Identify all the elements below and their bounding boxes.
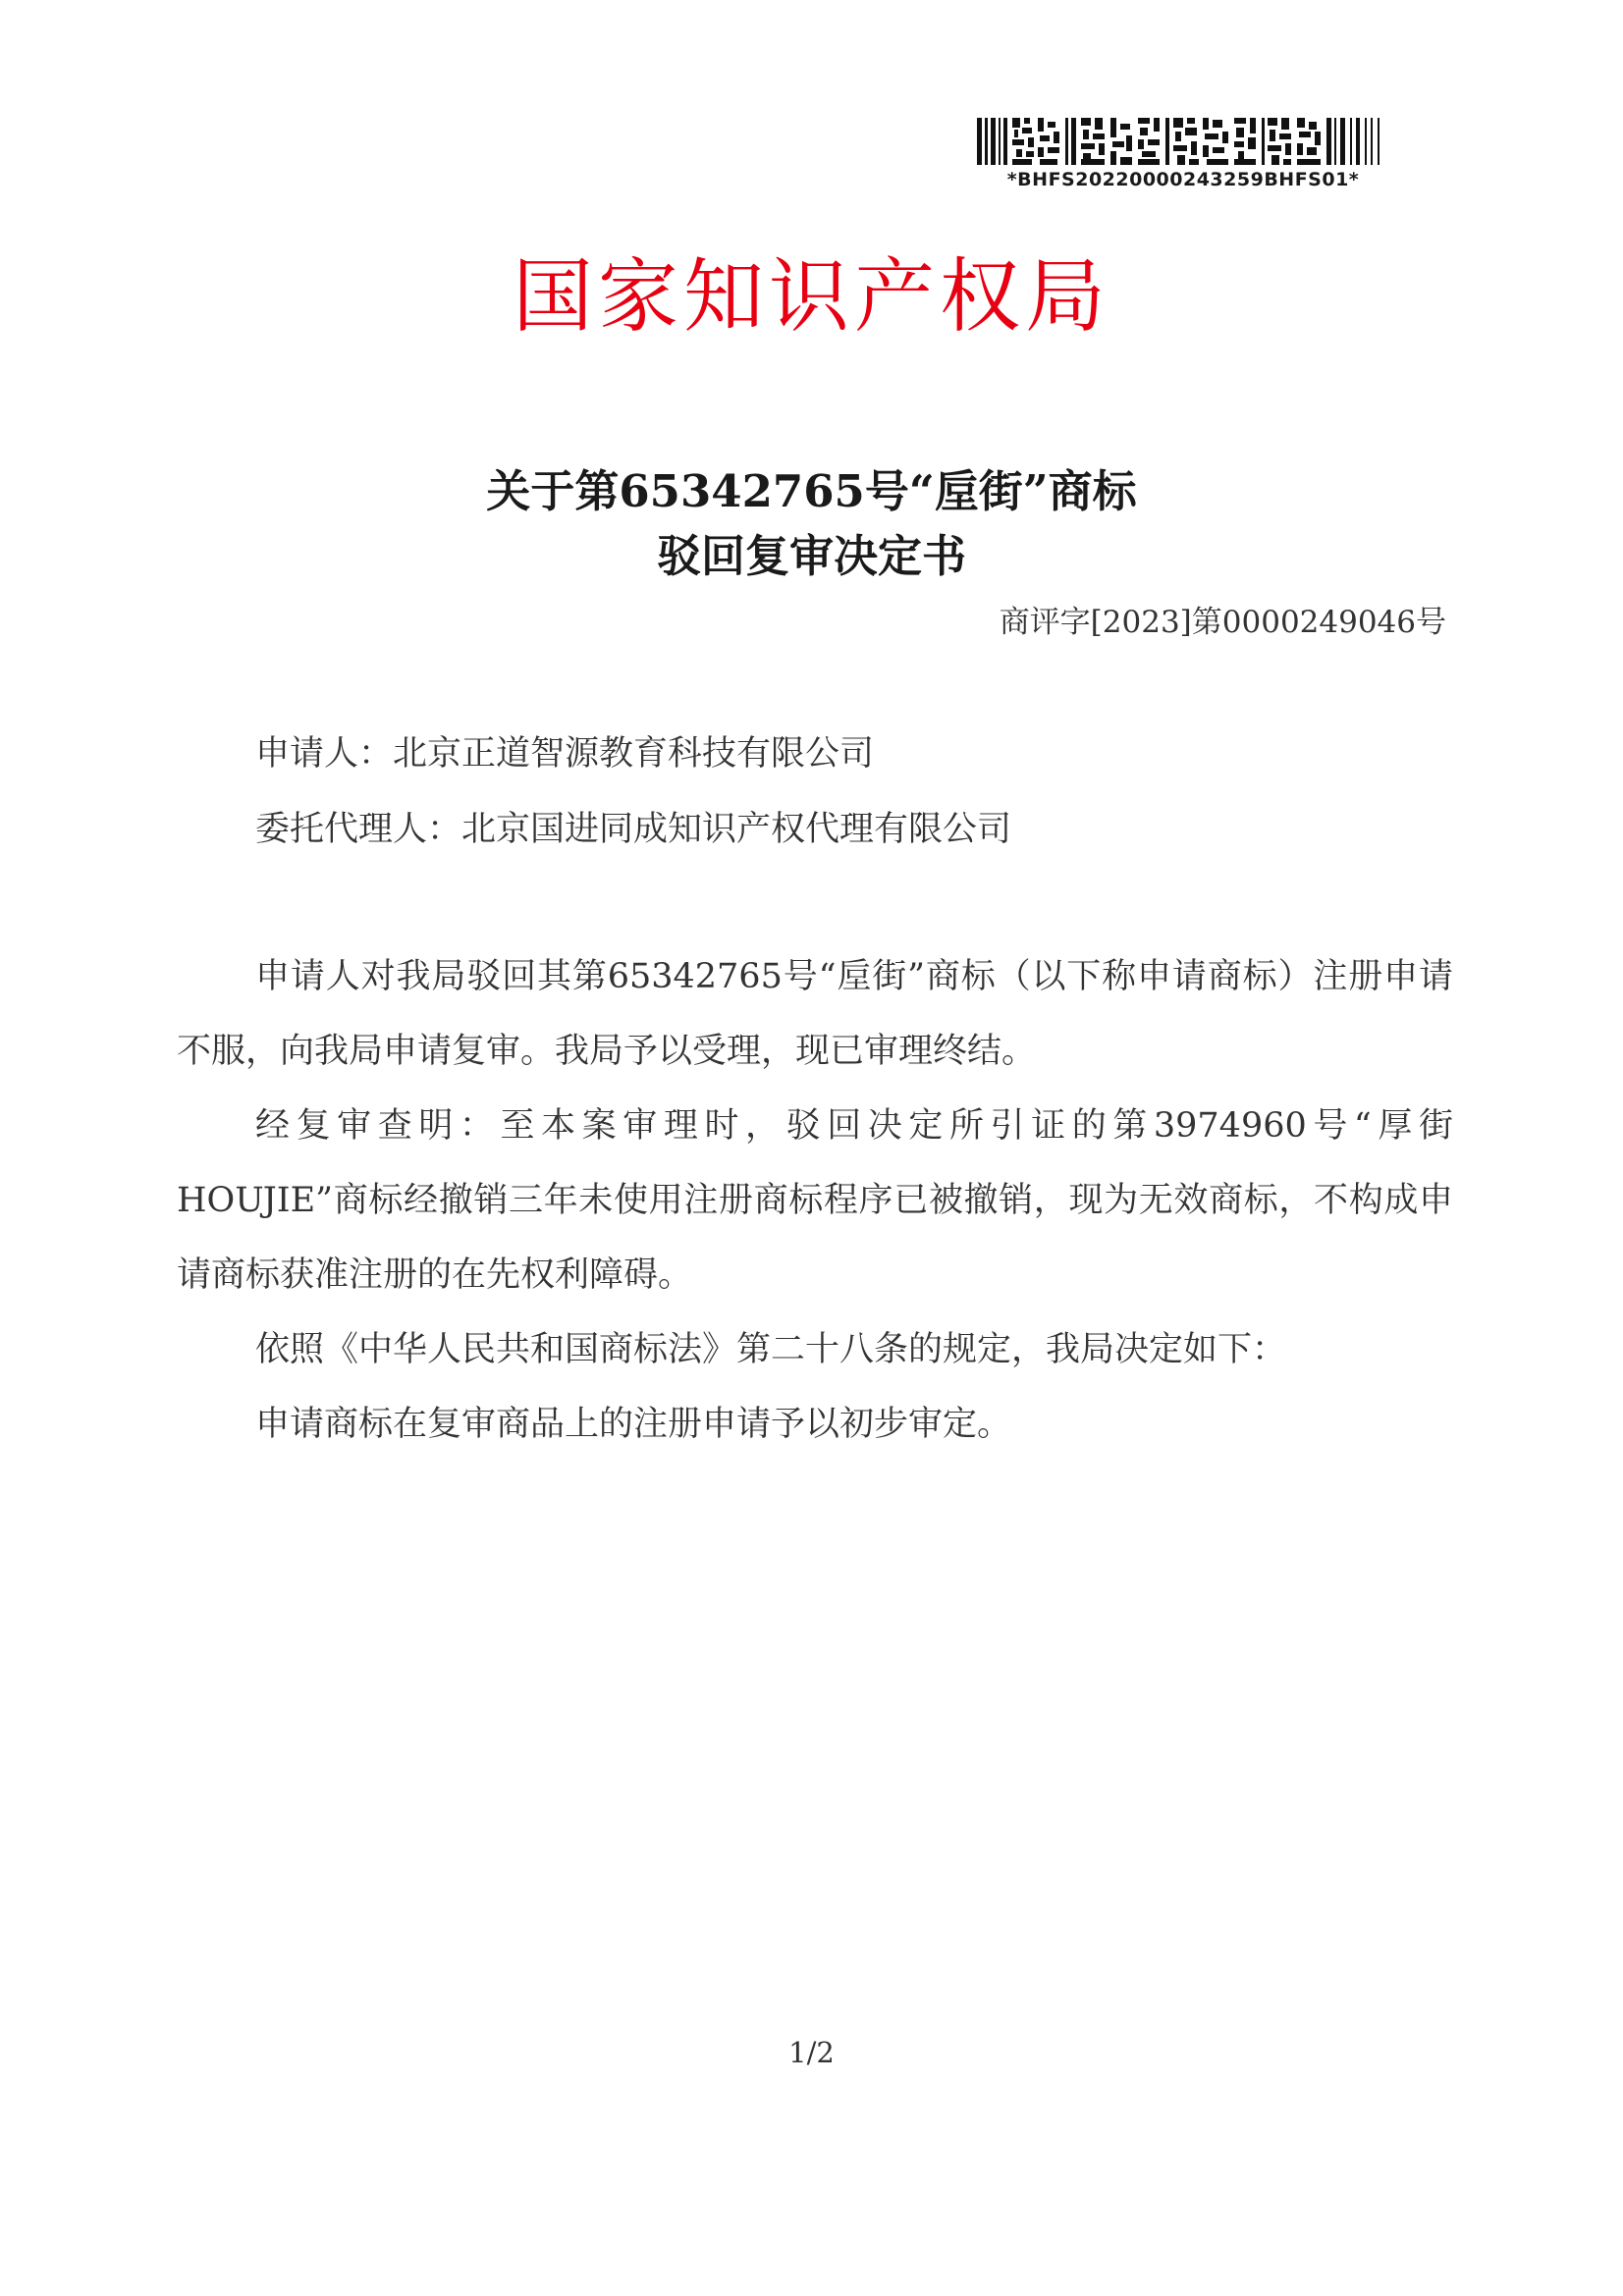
body-paragraph: 申请商标在复审商品上的注册申请予以初步审定。 bbox=[255, 1405, 1012, 1444]
applicant-line: 申请人：北京正道智源教育科技有限公司 bbox=[255, 734, 875, 774]
document-number: 商评字[2023]第0000249046号 bbox=[999, 605, 1446, 640]
page-number: 1/2 bbox=[788, 2036, 835, 2069]
barcode bbox=[972, 118, 1394, 190]
barcode-number: *BHFS20220000243259BHFS01* bbox=[1006, 169, 1360, 190]
body-paragraph: 申请人对我局驳回其第65342765号“垕街”商标（以下称申请商标）注册申请不服，向我局申请复审。我局予以受理，现已审理终结。 bbox=[177, 957, 1453, 1071]
decision-body bbox=[177, 939, 1453, 1462]
body-paragraph: 经复审查明：至本案审理时，驳回决定所引证的第3974960号“厚街HOUJIE”商标经撤销三年未使用注册商标程序已被撤销，现为无效商标，不构成申请商标获准注册的在先权利障碍。 bbox=[177, 1106, 1453, 1295]
document-title-line-1: 关于第65342765号“垕街”商标 bbox=[486, 465, 1137, 517]
document-title bbox=[0, 459, 1623, 589]
barcode-image bbox=[977, 118, 1389, 165]
agency-name: 国家知识产权局 bbox=[512, 250, 1110, 344]
body-paragraph: 依照《中华人民共和国商标法》第二十八条的规定，我局决定如下： bbox=[255, 1330, 1287, 1369]
document-title-line-2: 驳回复审决定书 bbox=[656, 530, 966, 582]
agent-line: 委托代理人：北京国进同成知识产权代理有限公司 bbox=[255, 810, 1012, 849]
